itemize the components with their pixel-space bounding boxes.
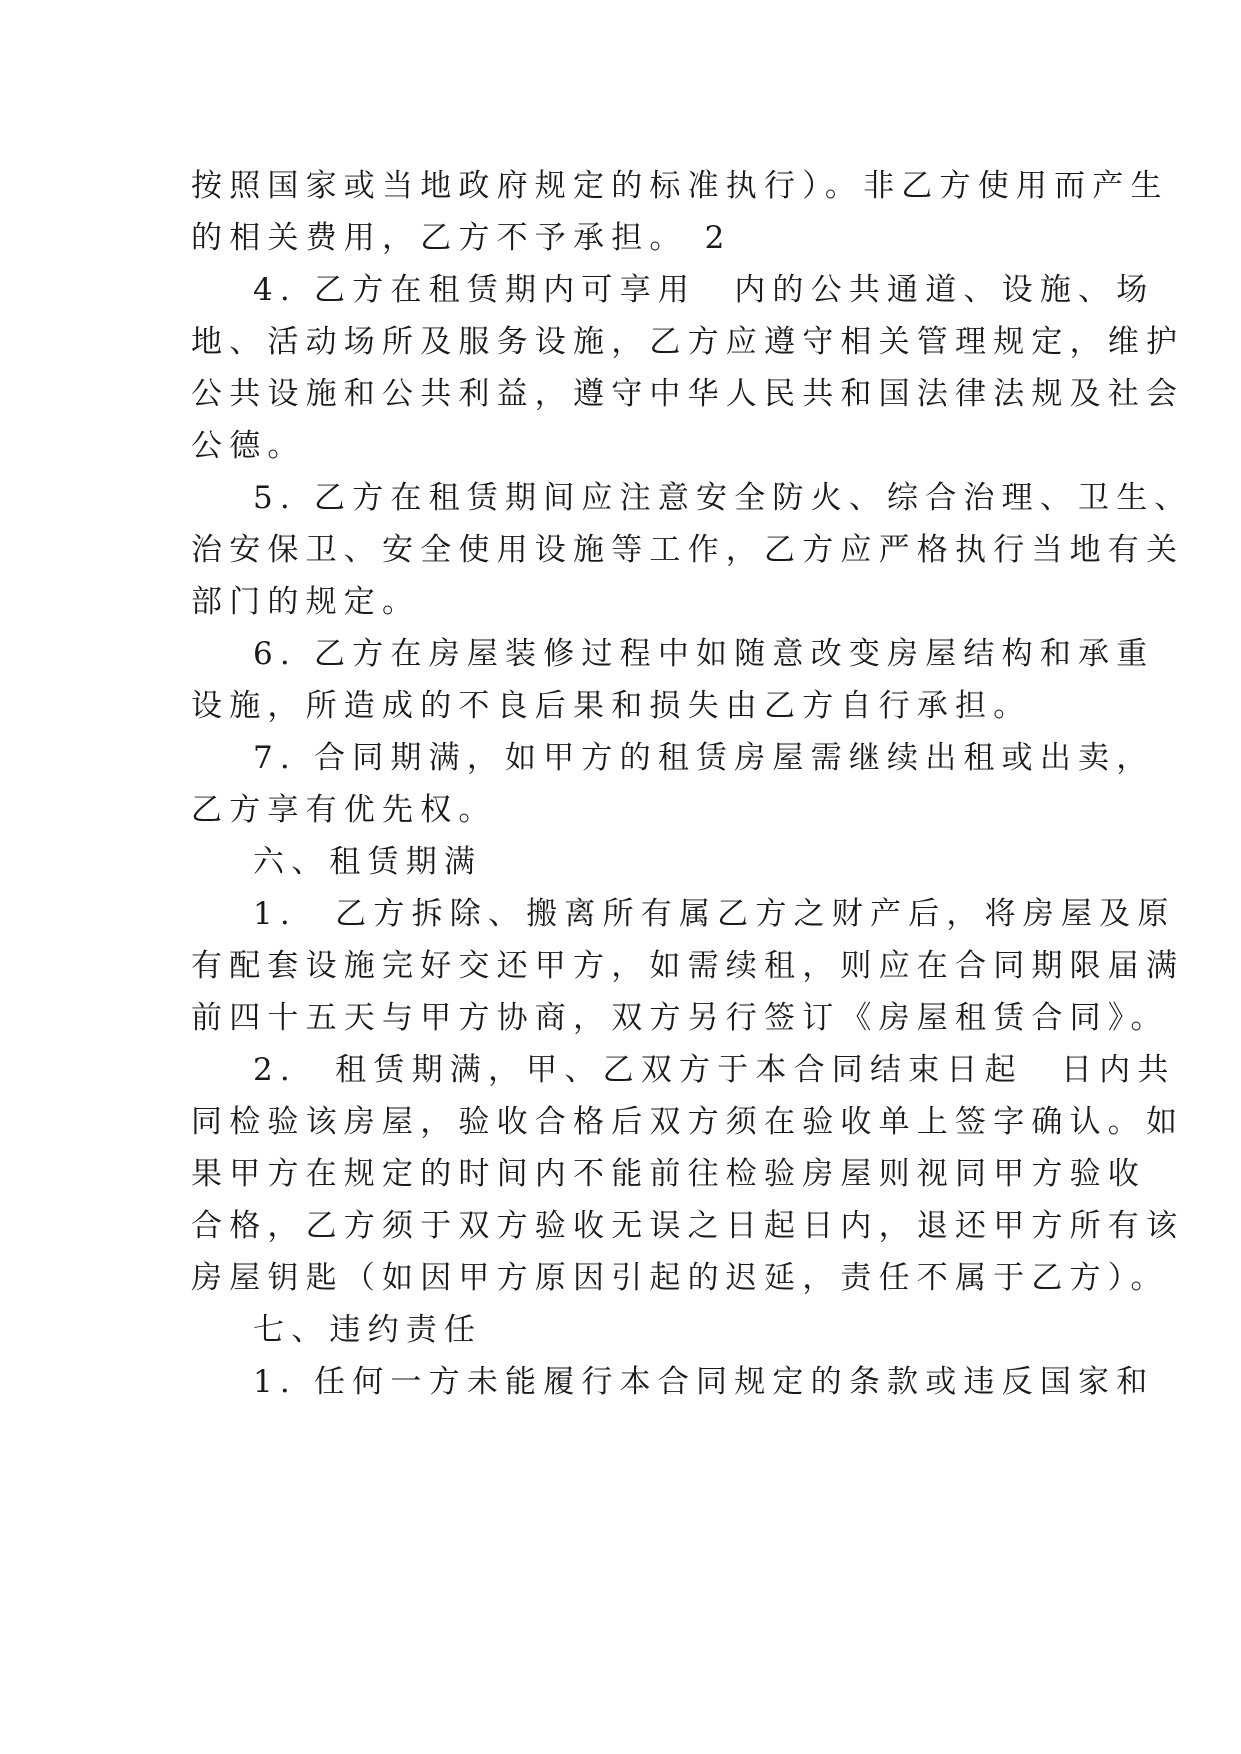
text-line: 地、活动场所及服务设施，乙方应遵守相关管理规定，维护	[191, 324, 1185, 360]
clause-7: 7. 合同期满，如甲方的租赁房屋需继续出租或出卖，	[253, 740, 1155, 776]
text-line: 同检验该房屋，验收合格后双方须在验收单上签字确认。如	[191, 1104, 1185, 1140]
section-heading-7: 七、违约责任	[253, 1312, 483, 1348]
clause-5: 5. 乙方在租赁期间应注意安全防火、综合治理、卫生、	[253, 480, 1193, 516]
text-line: 合格，乙方须于双方验收无误之日起日内，退还甲方所有该	[191, 1208, 1185, 1244]
text-line: 的相关费用，乙方不予承担。 2	[191, 220, 732, 256]
text-line: 前四十五天与甲方协商，双方另行签订《房屋租赁合同》。	[191, 1000, 1169, 1036]
text-line: 部门的规定。	[191, 584, 421, 620]
clause-6: 6. 乙方在房屋装修过程中如随意改变房屋结构和承重	[253, 636, 1155, 672]
section-heading-6: 六、租赁期满	[253, 844, 483, 880]
text-line: 按照国家或当地政府规定的标准执行）。非乙方使用而产生	[191, 168, 1169, 204]
text-line: 乙方享有优先权。	[191, 792, 497, 828]
text-line: 公共设施和公共利益，遵守中华人民共和国法律法规及社会	[191, 376, 1185, 412]
text-line: 公德。	[191, 428, 306, 464]
text-line: 果甲方在规定的时间内不能前往检验房屋则视同甲方验收	[191, 1156, 1146, 1192]
document-body	[191, 160, 1193, 1408]
text-line: 设施，所造成的不良后果和损失由乙方自行承担。	[191, 688, 1032, 724]
section-6-clause-1: 1. 乙方拆除、搬离所有属乙方之财产后，将房屋及原	[253, 896, 1176, 932]
section-6-clause-2: 2. 租赁期满，甲、乙双方于本合同结束日起 日内共	[253, 1052, 1176, 1088]
text-line: 房屋钥匙（如因甲方原因引起的迟延，责任不属于乙方）。	[191, 1260, 1169, 1296]
text-line: 治安保卫、安全使用设施等工作，乙方应严格执行当地有关	[191, 532, 1185, 568]
clause-4: 4. 乙方在租赁期内可享用 内的公共通道、设施、场	[253, 272, 1155, 308]
section-7-clause-1: 1. 任何一方未能履行本合同规定的条款或违反国家和	[253, 1364, 1155, 1400]
text-line: 有配套设施完好交还甲方，如需续租，则应在合同期限届满	[191, 948, 1185, 984]
